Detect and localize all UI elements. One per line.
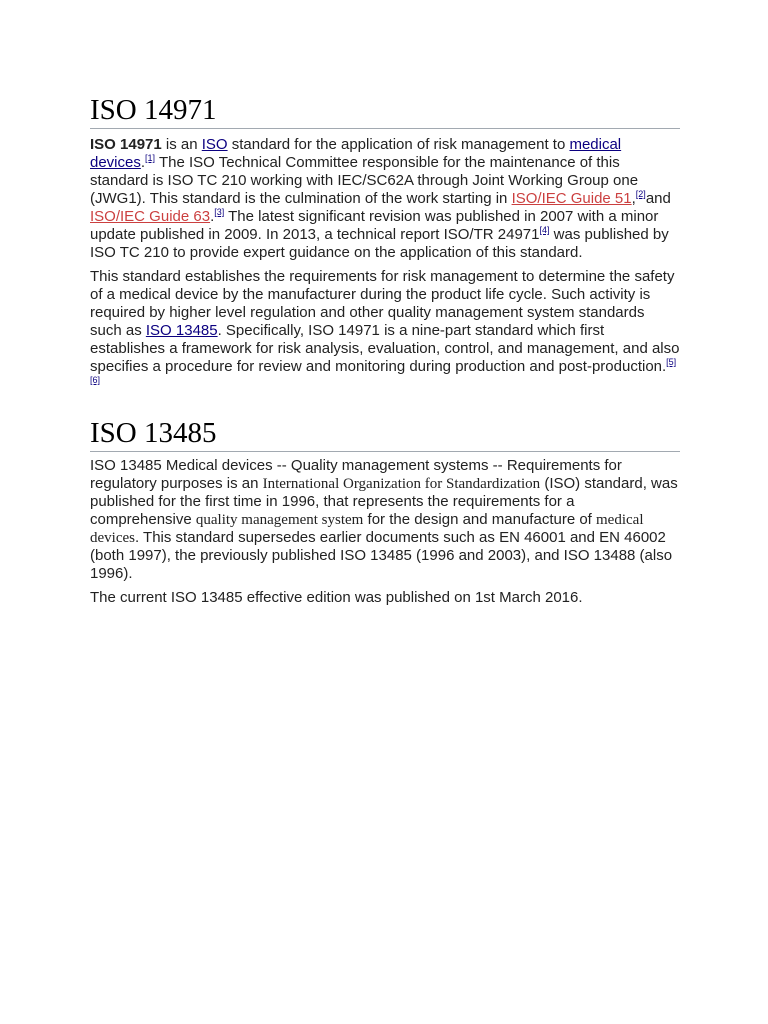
iso-13485-intro-paragraph <box>90 457 680 583</box>
iso-13485-edition-paragraph: The current ISO 13485 effective edition was published on 1st March 2016. <box>90 589 583 606</box>
link-iso[interactable]: ISO <box>201 136 228 153</box>
document-page <box>90 0 680 607</box>
term-iso-organization: International Organization for Standardization <box>262 476 541 492</box>
text-run: The latest significant revision was published in 2007 with a minor update published in 2009. In 2013, a technical report ISO/TR 24971 <box>90 208 659 243</box>
section-title-iso-14971: ISO 14971 <box>90 93 680 129</box>
text-run: ISO 13485 Medical devices -- Quality management systems -- Requirements for regulatory purposes is an <box>90 457 622 492</box>
link-iso-iec-guide-51[interactable]: ISO/IEC Guide 51 <box>511 190 632 207</box>
ref-1-link[interactable]: [1] <box>145 153 156 163</box>
ref-4-link[interactable]: [4] <box>539 225 550 235</box>
text-run: . This standard supersedes earlier documents such as EN 46001 and EN 46002 (both 1997), the previously published ISO 13485 (1996 and 2003), and ISO 13488 (also 1996). <box>90 529 673 582</box>
text-run: . <box>140 154 146 171</box>
ref-5-link[interactable]: [5] <box>666 357 677 367</box>
iso-14971-intro-paragraph <box>90 136 680 262</box>
link-iso-13485[interactable]: ISO 13485 <box>145 322 218 339</box>
ref-3-link[interactable]: [3] <box>214 207 225 217</box>
text-run: standard for the application of risk management to <box>227 136 570 153</box>
section-title-iso-13485: ISO 13485 <box>90 416 680 452</box>
text-run: The ISO Technical Committee responsible for the maintenance of this standard is ISO TC 210 working with IEC/SC62A through Joint Working Group one (JWG1). This standard is the culmination of the work starting in <box>90 154 639 207</box>
text-run: . <box>210 208 215 225</box>
text-run: and <box>645 190 671 207</box>
text-run: This standard establishes the requirements for risk management to determine the safety of a medical device by the manufacturer during the product life cycle. Such activity is required by higher level regulation and other quality management system standards such as <box>90 268 675 339</box>
term-quality-management-system: quality management system <box>195 512 364 528</box>
term-medical-devices: medical devices <box>90 512 644 546</box>
text-run: is an <box>161 136 202 153</box>
iso-14971-bold-term: ISO 14971 <box>90 136 162 153</box>
text-run: (ISO) standard, was published for the first time in 1996, that represents the requirements for a comprehensive <box>90 475 678 528</box>
text-run: . Specifically, ISO 14971 is a nine-part standard which first establishes a framework for risk analysis, evaluation, control, and management, and also specifies a procedure for review and monitoring during production and post-production. <box>90 322 680 375</box>
ref-6-link[interactable]: [6] <box>90 375 101 385</box>
text-run: for the design and manufacture of <box>363 511 597 528</box>
iso-14971-scope-paragraph <box>90 268 680 394</box>
ref-2-link[interactable]: [2] <box>635 189 646 199</box>
link-iso-iec-guide-63[interactable]: ISO/IEC Guide 63 <box>90 208 211 225</box>
text-run: , <box>631 190 636 207</box>
link-medical-devices[interactable]: medical devices <box>90 136 622 171</box>
text-run: was published by ISO TC 210 to provide expert guidance on the application of this standard. <box>90 226 669 261</box>
